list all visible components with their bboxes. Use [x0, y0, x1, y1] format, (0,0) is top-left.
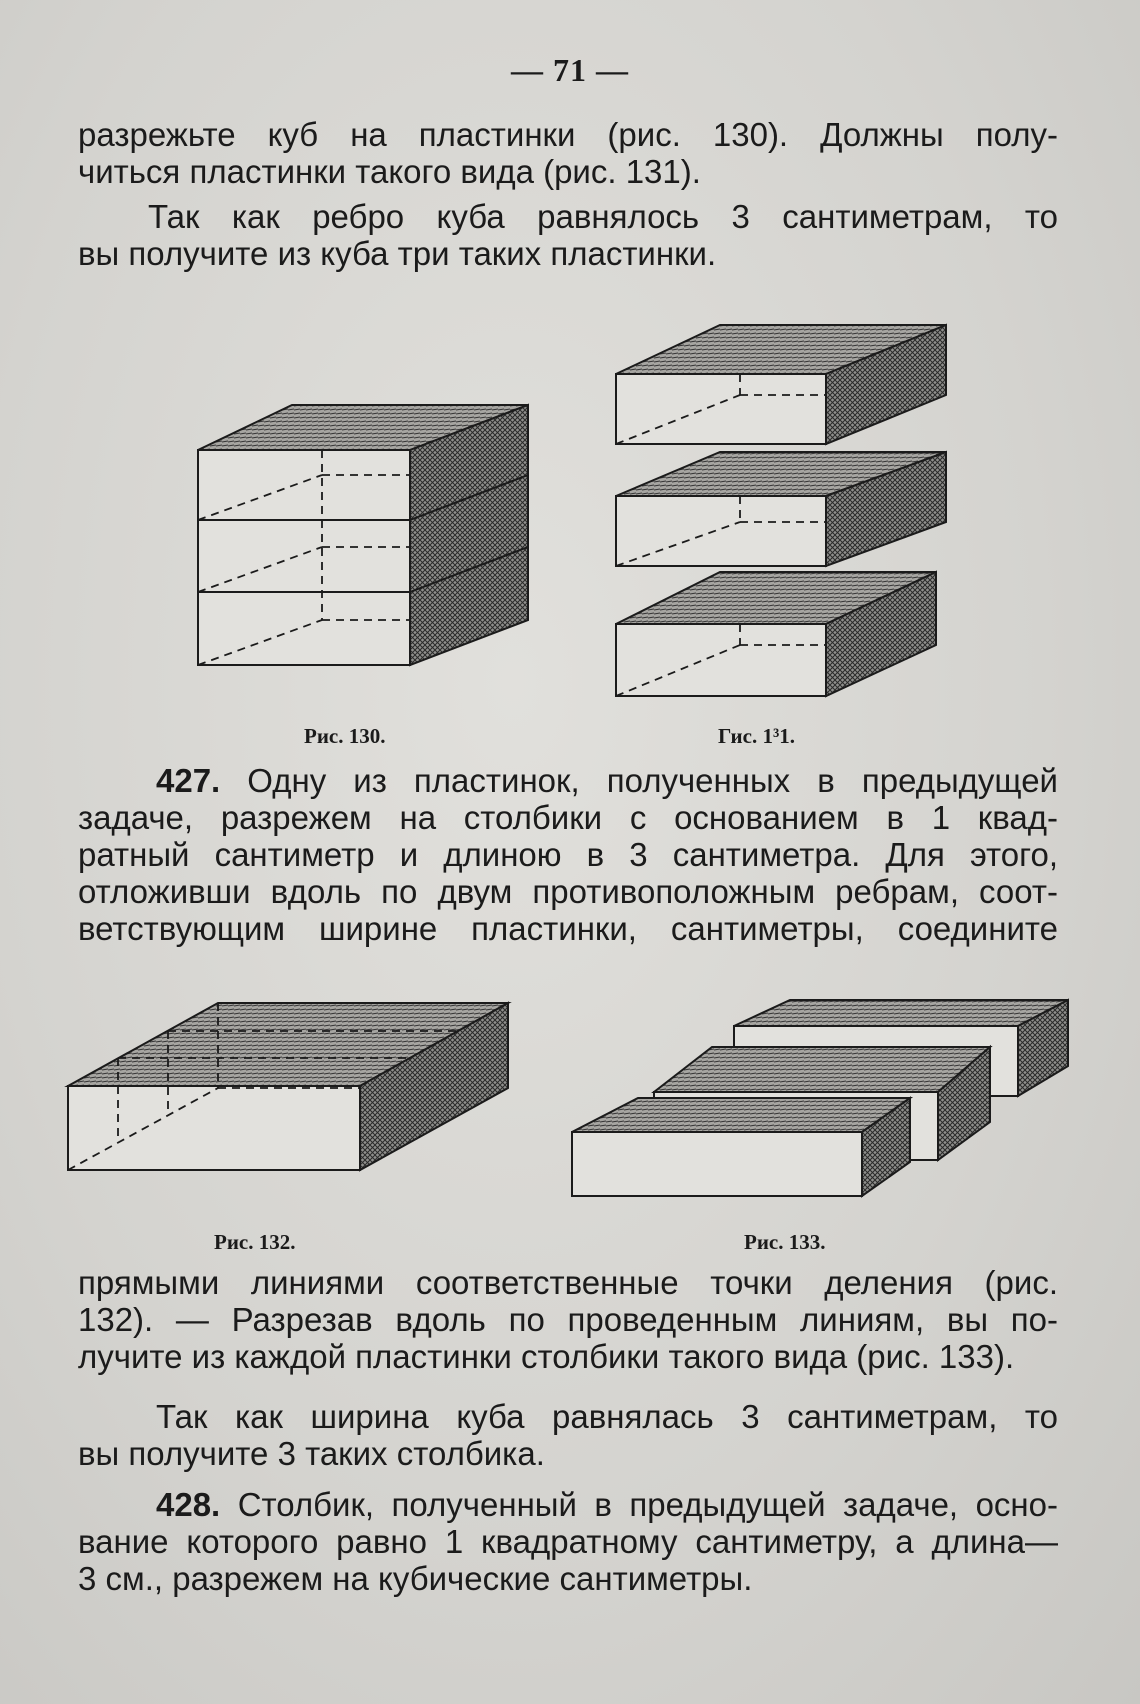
text-line: ветствующим ширине пластинки, сантиметры, соедините	[78, 910, 1058, 947]
text-span: Столбик, полученный в предыдущей задаче, осно-	[220, 1486, 1058, 1523]
text-line: прямыми линиями соответственные точки деления (рис.	[78, 1264, 1058, 1301]
text-span: Одну из пластинок, полученных в предыдущей	[220, 762, 1058, 799]
figure-133-caption: Рис. 133.	[744, 1230, 826, 1254]
text-line: разрежьте куб на пластинки (рис. 130). Должны полу-	[78, 116, 1058, 153]
text-line: читься пластинки такого вида (рис. 131).	[78, 153, 701, 190]
text-line	[78, 1486, 1058, 1523]
page-number: — 71 —	[511, 52, 629, 88]
text-line: вы получите из куба три таких пластинки.	[78, 235, 717, 272]
problem-number: 427.	[156, 762, 221, 799]
problem-428	[78, 1486, 1058, 1597]
text-line: задаче, разрежем на столбики с основанием в 1 квад-	[78, 799, 1058, 836]
figure-131-caption: Гис. 1³1.	[718, 724, 796, 748]
figure-132-caption: Рис. 132.	[214, 1230, 296, 1254]
text-line: ратный сантиметр и длиною в 3 сантиметра. Для этого,	[78, 836, 1058, 873]
text-line: вание которого равно 1 квадратному сантиметру, а длина—	[78, 1523, 1058, 1560]
text-line: Так как ширина куба равнялась 3 сантиметрам, то	[156, 1398, 1058, 1435]
text-line: лучите из каждой пластинки столбики такого вида (рис. 133).	[78, 1338, 1015, 1375]
text-line: 132). — Разрезав вдоль по проведенным линиям, вы по-	[78, 1301, 1058, 1338]
text-line: вы получите 3 таких столбика.	[78, 1435, 545, 1472]
paragraph-three-sticks	[78, 1398, 1058, 1472]
figure-130-caption: Рис. 130.	[304, 724, 386, 748]
problem-number: 428.	[156, 1486, 221, 1523]
text-line: Так как ребро куба равнялось 3 сантиметрам, то	[148, 198, 1058, 235]
plate-figure-132	[68, 1003, 508, 1170]
sticks-figure-133	[572, 1000, 1068, 1196]
text-line: отложивши вдоль по двум противоположным ребрам, соот-	[78, 873, 1058, 910]
paragraph-division-lines	[78, 1264, 1058, 1375]
text-line: 3 см., разрежем на кубические сантиметры.	[78, 1560, 753, 1597]
